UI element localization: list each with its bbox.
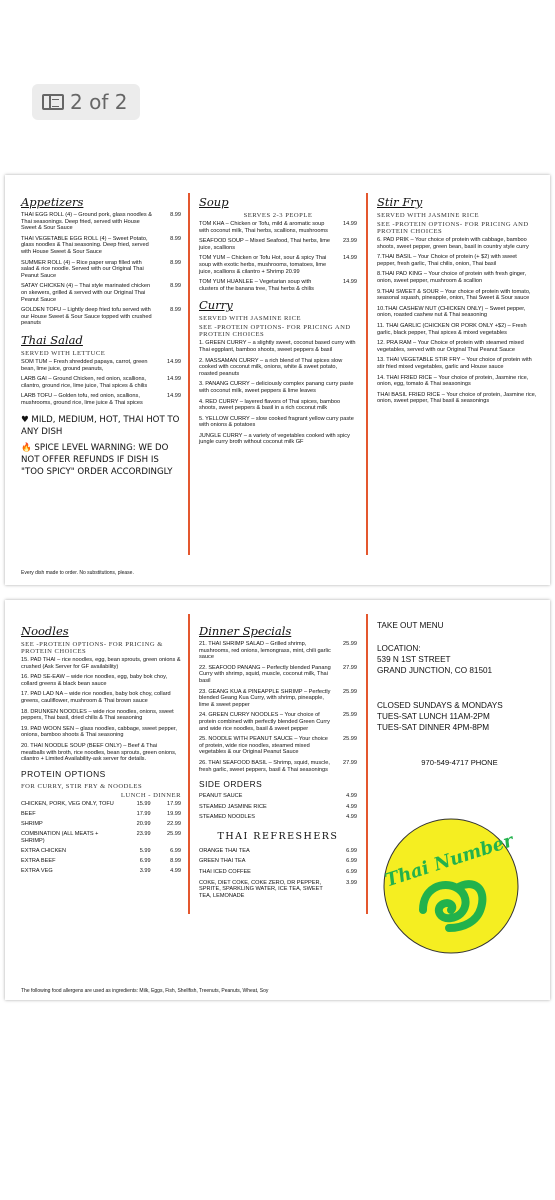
heat-levels-note: ♥ MILD, MEDIUM, HOT, THAI HOT TO ANY DISH [21, 415, 180, 438]
column-divider [188, 193, 190, 555]
logo-text: Thai Number [383, 830, 516, 892]
side-orders-title: SIDE ORDERS [199, 779, 263, 790]
protein-options-title: PROTEIN OPTIONS [21, 768, 106, 779]
table-row: SHRIMP 20.99 22.99 [21, 820, 181, 827]
menu-item: PEANUT SAUCE 4.99 [199, 793, 357, 800]
menu-item: STEAMED NOODLES 4.99 [199, 814, 357, 821]
menu-item: 20. THAI NOODLE SOUP (BEEF ONLY) – Beef & Thai meatballs with broth, rice noodles, bean sprouts, green onions, cilantro + Limited Availability-ask server for details. [21, 742, 177, 763]
menu-item: SATAY CHICKEN (4) – Thai style marinated chicken on skewers, grilled & served with our Original Thai Peanut Sauce 8.99 [21, 283, 181, 303]
stirfry-subtitle: SERVED WITH JASMINE RICE [377, 212, 480, 219]
menu-item: THAI EGG ROLL (4) – Ground pork, glass noodles & Thai seasonings. Deep fried, served with House Sweet & Sour Sauce 8.99 [21, 212, 181, 232]
column-left [21, 195, 181, 478]
menu-item: 9.THAI SWEET & SOUR – Your choice of protein with tomato, seasonal squash, pineapple, onion, Thai Sweet & Sour sauce [377, 288, 531, 302]
table-row: EXTRA VEG 3.99 4.99 [21, 867, 181, 874]
refreshers-title: THAI REFRESHERS [217, 830, 339, 842]
column-right [377, 620, 542, 768]
menu-item: GOLDEN TOFU – Lightly deep fried tofu served with our House Sweet & Sour Sauce topped with crushed peanuts 8.99 [21, 307, 181, 327]
menu-item: THAI VEGETABLE EGG ROLL (4) – Sweet Potato, glass noodles & Thai seasoning. Deep fried, served with House Sweet & Sour Sauce 8.99 [21, 235, 181, 255]
menu-item: 3. PANANG CURRY – deliciously complex panang curry paste with coconut milk, sweet peppers & lime leaves [199, 381, 354, 394]
menu-item: STEAMED JASMINE RICE 4.99 [199, 803, 357, 810]
menu-item: TOM KHA – Chicken or Tofu, mild & aromatic soup with coconut milk, Thai herbs, scallions, mushrooms 14.99 [199, 221, 357, 234]
menu-item: SOM TUM – Fresh shredded papaya, carrot, green bean, lime juice, ground peanuts, 14.99 [21, 358, 181, 372]
column-middle [199, 195, 357, 450]
menu-item: 21. THAI SHRIMP SALAD – Grilled shrimp, mushrooms, red onions, lemongrass, mint, chili garlic sauce 25.99 [199, 641, 357, 661]
menu-item: TOM YUM HUANLEE – Vegetarian soup with clusters of the banana tree, Thai herbs & chilis 14.99 [199, 279, 357, 292]
column-middle [199, 624, 357, 903]
menu-item: 8.THAI PAD KING – Your choice of protein with fresh ginger, onion, sweet pepper, mushroom & scallion [377, 271, 527, 284]
menu-item: LARB TOFU – Golden tofu, red onion, scallions, mushrooms, ground rice, lime juice & Thai spices 14.99 [21, 393, 181, 406]
menu-item: 12. PRA RAM – Your Choice of protein with steamed mixed vegetables, served with our Original Thai Peanut Sauce [377, 340, 524, 353]
column-right [377, 195, 537, 409]
menu-item: JUNGLE CURRY – a variety of vegetables cooked with spicy jungle curry broth without coconut milk GF [199, 432, 350, 446]
menu-page-1 [5, 175, 550, 585]
menu-item: 6. PAD PRIK – Your choice of protein with cabbage, bamboo shoots, sweet pepper, green bean, basil in country style curry [377, 237, 529, 250]
curry-title: Curry [199, 298, 233, 313]
menu-item: 2. MASSAMAN CURRY – a rich blend of Thai spices slow cooked with coconut milk, onions, white & sweet potato, roasted peanuts [199, 357, 343, 377]
menu-item: 18. DRUNKEN NOODLES – wide rice noodles, onions, sweet peppers, Thai basil, dried chilis & Thai seasoning [21, 708, 174, 722]
menu-item: 10.THAI CASHEW NUT (CHICKEN ONLY) – Sweet pepper, onion, roasted cashew nut & Thai seasoning [377, 305, 526, 319]
column-divider [366, 614, 368, 914]
table-row: CHICKEN, PORK, VEG ONLY, TOFU 15.99 17.99 [21, 800, 181, 807]
thai-number-logo [383, 818, 519, 954]
hours-dinner: TUES-SAT DINNER 4PM-8PM [377, 723, 490, 732]
menu-item: 13. THAI VEGETABLE STIR FRY – Your choice of protein with stir fried mixed vegetables, garlic and House sauce [377, 357, 532, 370]
menu-item: 14. THAI FRIED RICE – Your choice of protein, Jasmine rice, onion, egg, tomato & Thai seasonings [377, 374, 529, 388]
noodles-title: Noodles [21, 624, 69, 638]
salad-title: Thai Salad [21, 332, 83, 347]
phone-number: 970-549-4717 PHONE [421, 758, 498, 767]
menu-item: 5. YELLOW CURRY – slow cooked fragrant yellow curry paste with onions & potatoes [199, 415, 354, 429]
protein-options-subtitle: FOR CURRY, STIR FRY & NOODLES [21, 782, 143, 790]
menu-item: 25. NOODLE WITH PEANUT SAUCE – Your choice of protein, wide rice noodles, steamed mixed vegetables & our Original Peanut Sauce 25.99 [199, 736, 357, 756]
menu-item: 19. PAD WOON SEN – glass noodles, cabbage, sweet pepper, onions, bamboo shoots & Thai seasoning [21, 725, 177, 739]
noodles-subtitle: SEE -PROTEIN OPTIONS- FOR PRICING & PROTEIN CHOICES [21, 641, 163, 655]
address-line-1: 539 N 1ST STREET [377, 655, 451, 664]
soup-subtitle: SERVES 2-3 PEOPLE [243, 212, 313, 219]
menu-item: 24. GREEN CURRY NOODLES – Your choice of protein combined with perfectly blended Green Curry and wide rice noodles, basil & sweet pepper 25.99 [199, 712, 357, 732]
column-divider [188, 614, 190, 914]
soup-title: Soup [199, 195, 229, 209]
address-line-2: GRAND JUNCTION, CO 81501 [377, 666, 493, 675]
menu-item: 7.THAI BASIL – Your Choice of protein (+ $2) with sweet pepper, fresh garlic, Thai chilis, onion, Thai basil [377, 254, 517, 267]
allergen-note: The following food allergens are used as ingredients: Milk, Eggs, Fish, Shellfish, Treenuts, Peanuts, Wheat, Soy [21, 988, 269, 994]
menu-item: 23. GEANG KUA & PINEAPPLE SHRIMP – Perfectly blended Geang Kua Curry, with shrimp, pineapple, lime & sweet pepper 25.99 [199, 688, 357, 708]
hours-lunch: TUES-SAT LUNCH 11AM-2PM [377, 712, 490, 721]
column-divider [366, 193, 368, 555]
location-label: LOCATION: [377, 644, 421, 653]
spice-warning: 🔥 SPICE LEVEL WARNING: WE DO NOT OFFER REFUNDS IF DISH IS "TOO SPICY" ORDER ACCORDINGLY [21, 443, 173, 478]
column-left [21, 624, 181, 878]
stirfry-title: Stir Fry [377, 195, 423, 209]
takeout-title: TAKE OUT MENU [377, 621, 444, 630]
protein-options-header: LUNCH - DINNER [120, 791, 181, 799]
menu-item: COKE, DIET COKE, COKE ZERO, DR PEPPER, SPRITE, SPARKLING WATER, ICE TEA, SWEET TEA, LEMONADE 3.99 [199, 879, 357, 899]
table-row: EXTRA BEEF 6.99 8.99 [21, 857, 181, 864]
table-row: COMBINATION (ALL MEATS + SHRIMP) 23.99 25.99 [21, 830, 181, 844]
dinner-specials-title: Dinner Specials [199, 624, 292, 638]
table-row: BEEF 17.99 19.99 [21, 810, 181, 817]
menu-item: THAI BASIL FRIED RICE – Your choice of protein, Jasmine rice, onion, sweet pepper, Thai basil & seasonings [377, 391, 537, 405]
salad-subtitle: SERVED WITH LETTUCE [21, 349, 106, 357]
sidebar-icon [42, 94, 64, 110]
menu-item: ORANGE THAI TEA 6.99 [199, 847, 357, 854]
menu-item: 26. THAI SEAFOOD BASIL – Shrimp, squid, muscle, fresh garlic, sweet peppers, basil & Thai seasonings 27.99 [199, 759, 357, 773]
appetizers-list [21, 212, 181, 327]
table-row: EXTRA CHICKEN 5.99 6.99 [21, 847, 181, 854]
curry-subtitle-protein: SEE -PROTEIN OPTIONS- FOR PRICING AND PROTEIN CHOICES [199, 324, 351, 339]
menu-item: 4. RED CURRY – layered flavors of Thai spices, bamboo shoots, sweet peppers & basil in a rich coconut milk [199, 398, 341, 412]
menu-item: LARB GAI – Ground Chicken, red onion, scallions, cilantro, ground rice, lime juice, Thai spices & chilis 14.99 [21, 376, 181, 389]
menu-item: SUMMER ROLL (4) – Rice paper wrap filled with salad & rice noodle. Served with our Original Thai Peanut Sauce 8.99 [21, 259, 181, 279]
menu-item: 1. GREEN CURRY – a slightly sweet, coconut based curry with Thai eggplant, bamboo shoots, sweet peppers & basil [199, 340, 356, 353]
page-indicator[interactable] [32, 84, 140, 120]
menu-item: 15. PAD THAI – rice noodles, egg, bean sprouts, green onions & crushed (Ask Server for GF availability) [21, 657, 181, 670]
menu-item: 11. THAI GARLIC (CHICKEN OR PORK ONLY +$2) – Fresh garlic, black pepper, Thai spices & mixed vegetables [377, 322, 527, 336]
menu-item: SEAFOOD SOUP – Mixed Seafood, Thai herbs, lime juice, scallions 23.99 [199, 238, 357, 251]
page-indicator-label: 2 of 2 [70, 90, 128, 114]
menu-item: 16. PAD SE-EAW – wide rice noodles, egg, baby bok choy, collard greens & black bean sauce [21, 674, 168, 687]
menu-item: TOM YUM – Chicken or Tofu Hot, sour & spicy Thai soup with exotic herbs, mushrooms, tomatoes, lime juice, scallions & cilantro + Shrimp 20.99 14.99 [199, 255, 357, 275]
menu-item: GREEN THAI TEA 6.99 [199, 858, 357, 865]
appetizers-title: Appetizers [21, 195, 84, 209]
footnote: Every dish made to order. No substitutions, please. [21, 570, 134, 576]
curry-subtitle: SERVED WITH JASMINE RICE [199, 315, 302, 323]
hours-closed: CLOSED SUNDAYS & MONDAYS [377, 701, 503, 710]
menu-item: THAI ICED COFFEE 6.99 [199, 869, 357, 876]
stirfry-subtitle-protein: SEE -PROTEIN OPTIONS- FOR PRICING AND PROTEIN CHOICES [377, 221, 529, 235]
menu-item: 22. SEAFOOD PANANG – Perfectly blended Panang Curry with shrimp, squid, muscle, coconut milk, Thai basil 27.99 [199, 664, 357, 684]
menu-item: 17. PAD LAD NA – wide rice noodles, baby bok choy, collard greens, cauliflower, mushroom & Thai brown sauce [21, 691, 171, 704]
